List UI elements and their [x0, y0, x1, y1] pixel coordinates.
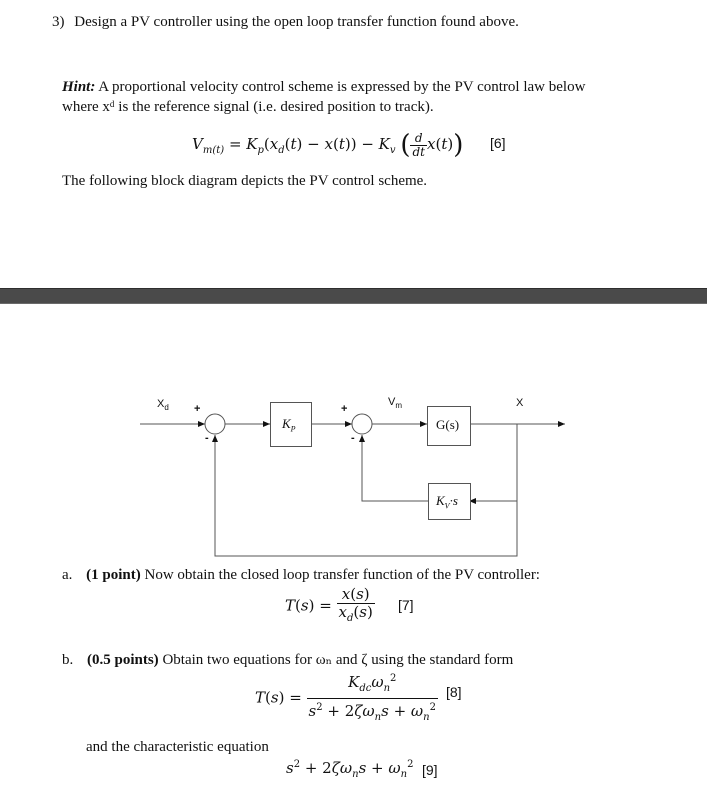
kp-label: K — [282, 416, 291, 431]
part-b-letter: b. — [62, 652, 74, 668]
part-b-prompt — [62, 651, 513, 669]
gs-label: G(s) — [436, 417, 460, 432]
summing-junction-1 — [205, 414, 225, 434]
equation-tag-6: [6] — [490, 135, 506, 151]
kp-block — [270, 402, 312, 447]
hint-line-2: where xᵈ is the reference signal (i.e. desired position to track). — [62, 99, 434, 115]
part-b-points: (0.5 points) — [87, 652, 159, 668]
part-a-points: (1 point) — [86, 567, 141, 583]
part-a-text: Now obtain the closed loop transfer function of the PV controller: — [144, 567, 540, 583]
sj1-minus-sign: - — [205, 432, 209, 444]
char-eq-intro: and the characteristic equation — [86, 739, 269, 755]
kv-sub: V — [444, 501, 450, 511]
kv-suffix: s — [452, 493, 458, 508]
sj2-minus-sign: - — [351, 432, 355, 444]
part-b-text: Obtain two equations for ωₙ and ζ using the standard form — [162, 652, 514, 668]
gs-block — [427, 406, 471, 446]
outer-feedback-line — [215, 424, 517, 556]
hint-label: Hint: — [62, 79, 96, 95]
question-number: 3) — [52, 14, 65, 30]
inner-feedback-line — [362, 435, 428, 501]
output-signal-label: X — [516, 397, 524, 409]
kp-sub: P — [290, 424, 296, 434]
hint-text-1: A proportional velocity control scheme is expressed by the PV control law below — [98, 79, 586, 95]
kv-label: K — [436, 493, 445, 508]
pv-control-law-equation: $V_{m(t)} = K_p(x_d(t) - x(t)) - K_v$ ( $\frac{d}{dt}$ x(t)) — [192, 130, 464, 160]
characteristic-equation: $s^2 + 2\zeta\omega_ns + \omega_n^2$ — [286, 759, 414, 780]
closed-loop-tf-equation: T(s) = $\frac{x(s)}{x_d(s)}$ — [285, 586, 375, 627]
part-a-letter: a. — [62, 567, 73, 583]
summing-junction-2 — [352, 414, 372, 434]
question-text: Design a PV controller using the open loop transfer function found above. — [74, 14, 519, 30]
equation-tag-7: [7] — [398, 597, 414, 613]
equation-tag-9: [9] — [422, 762, 438, 778]
kv-block: $K_V\cdot s$ — [428, 483, 471, 520]
block-diagram-intro: The following block diagram depicts the PV control scheme. — [62, 173, 428, 189]
standard-form-equation: T(s) = $\frac{K_{dc}\omega_n^2}{s^2 + 2\zeta\omega_ns + \omega_n^2}$ — [255, 670, 438, 727]
sj1-plus-sign: + — [194, 403, 201, 415]
input-signal-label: $X_d$ — [157, 398, 169, 413]
vm-signal-label: $V_m$ — [388, 396, 403, 411]
part-a-prompt — [62, 566, 540, 584]
sj2-plus-sign: + — [341, 403, 348, 415]
equation-tag-8: [8] — [446, 684, 462, 700]
